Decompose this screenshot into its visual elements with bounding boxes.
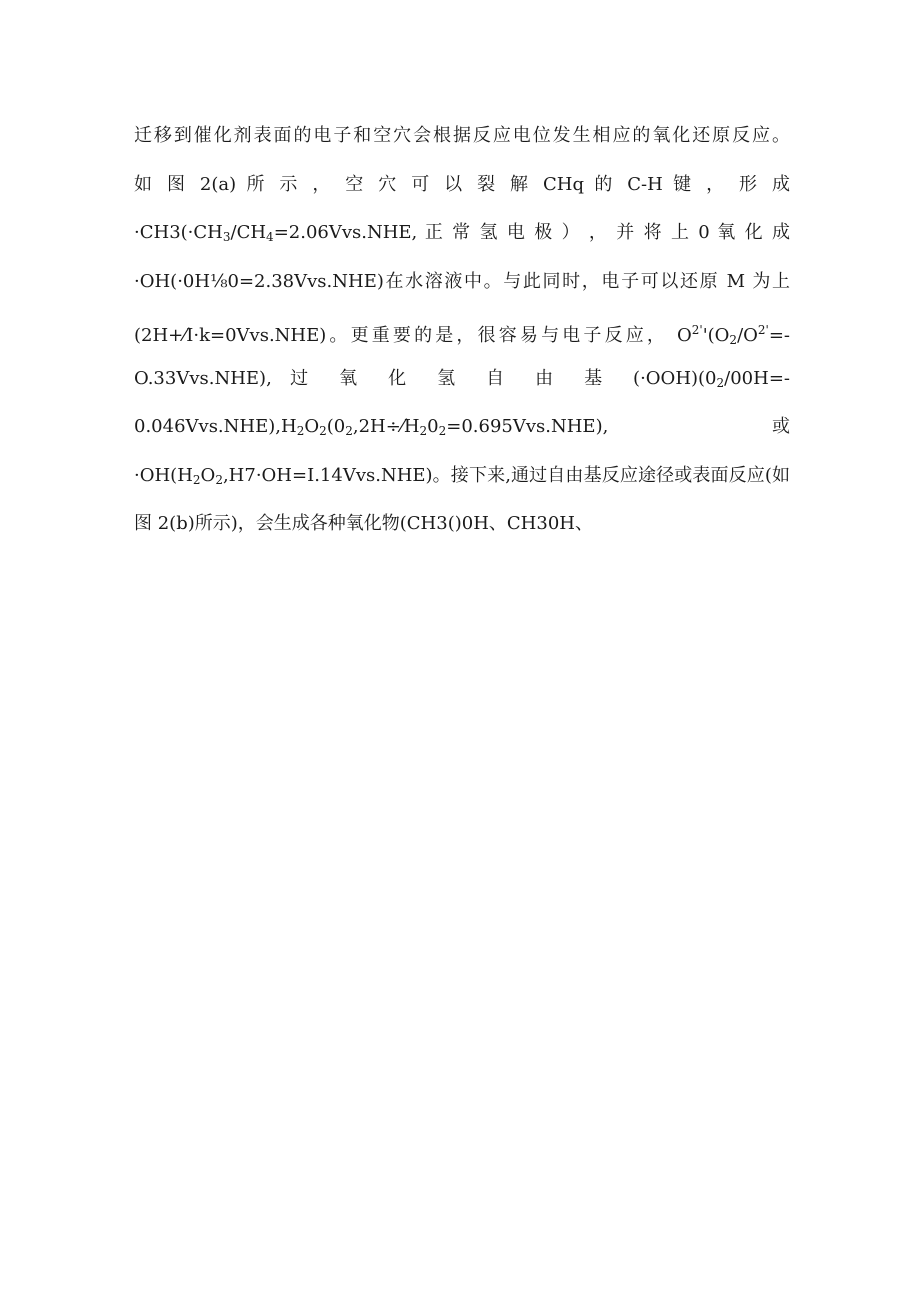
line-text: ·CH3(·CH [134, 222, 223, 243]
superscript: 2' [691, 323, 703, 337]
line-text: ,H7·OH=I.14Vvs.NHE)。接下来,通过自由基反应途径或表面反应(如 [222, 464, 790, 486]
line-text: O [304, 416, 320, 437]
line-text: ·OH(H [134, 464, 193, 486]
body-text [134, 112, 790, 549]
superscript: 2' [757, 323, 769, 337]
subscript: 4 [266, 230, 274, 244]
line-text: 0 [427, 416, 439, 437]
text-line-1 [134, 112, 790, 161]
subscript: 2 [716, 375, 725, 390]
text-line-5 [134, 306, 790, 355]
subscript: 2 [296, 424, 305, 438]
line-text: /CH [230, 222, 267, 243]
line-text: ·OH(·0H⅛0=2.38Vvs.NHE)在水溶液中。与此同时，电子可以还原 M 为上 [134, 270, 790, 292]
line-text: 图 2(b)所示)，会生成各种氧化物(CH3()0H、CH30H、 [134, 513, 593, 534]
subscript: 3 [222, 230, 231, 244]
line-text: (2H+⁄I·k=0Vvs.NHE)。更重要的是，很容易与电子反应， O [134, 325, 692, 346]
text-line-2 [134, 161, 790, 210]
line-text: =0.695Vvs.NHE), 或 [446, 416, 790, 437]
line-text: =- [768, 325, 790, 346]
text-line-7 [134, 403, 790, 452]
text-line-4 [134, 258, 790, 307]
text-line-8 [134, 452, 790, 501]
subscript: 2 [215, 472, 223, 487]
text-line-6 [134, 355, 790, 404]
subscript: 2 [192, 472, 201, 487]
line-text: 0.046Vvs.NHE),H [134, 416, 297, 437]
line-text: (0 [326, 416, 346, 437]
text-line-9 [134, 500, 790, 549]
text-line-3 [134, 209, 790, 258]
subscript: 2 [419, 424, 428, 438]
line-text: '(O [702, 325, 730, 346]
line-text: O [200, 464, 216, 486]
subscript: 2 [438, 424, 447, 438]
subscript: 2 [729, 333, 738, 347]
line-text: =2.06Vvs.NHE, 正 常 氢 电 极 ） ， 并 将 上 0 氧 化 成 [273, 222, 790, 243]
line-text: ,2H÷⁄H [352, 416, 420, 437]
subscript: 2 [345, 424, 353, 438]
line-text: 如 图 2(a) 所 示 ， 空 穴 可 以 裂 解 CHq 的 C-H 键 ， 形 成 [134, 173, 790, 195]
line-text: /O [737, 325, 758, 346]
line-text: 迁移到催化剂表面的电子和空穴会根据反应电位发生相应的氧化还原反应。 [134, 125, 790, 146]
line-text: /00H=- [724, 367, 790, 389]
line-text: O.33Vvs.NHE), 过 氧 化 氢 自 由 基 (·OOH)(0 [134, 367, 717, 389]
subscript: 2 [319, 424, 327, 438]
